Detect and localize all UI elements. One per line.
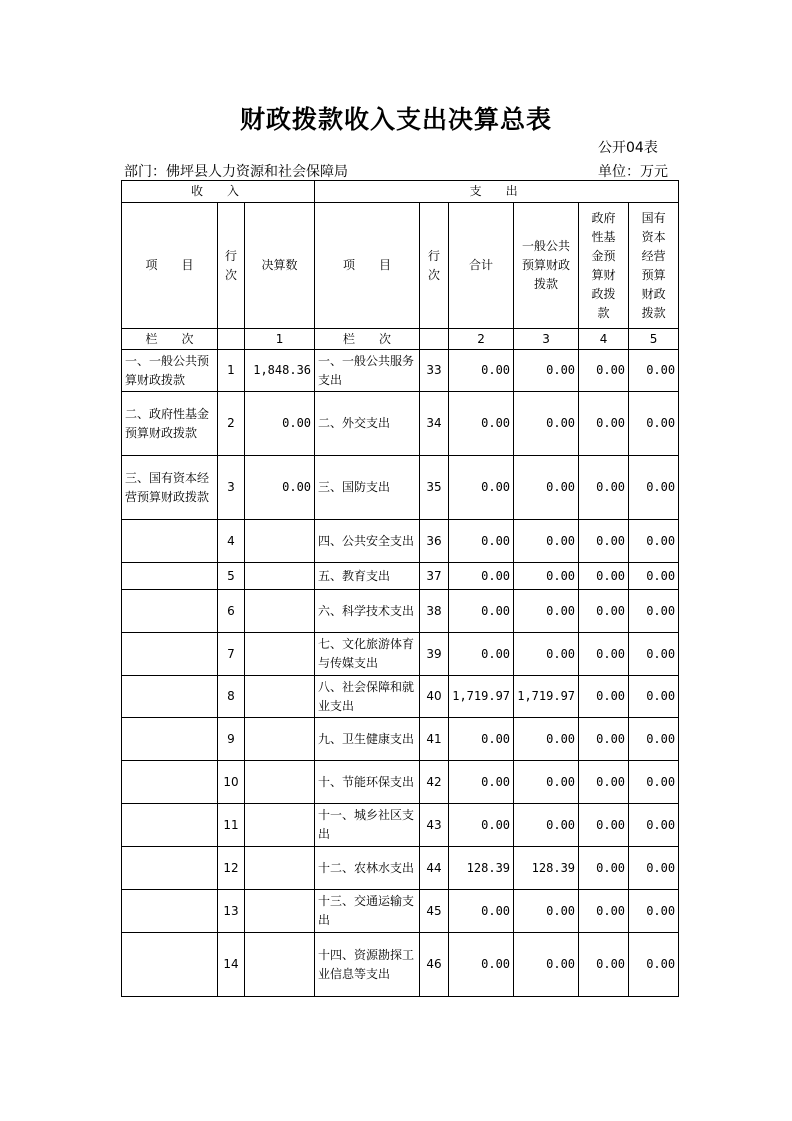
expense-line-cell: 33 [420,350,449,392]
state-capital-cell: 0.00 [629,761,679,804]
gov-fund-cell: 0.00 [579,633,629,676]
income-line-cell: 4 [218,520,245,563]
income-line-cell: 12 [218,847,245,890]
header-row-sections [122,181,679,203]
table-row [122,804,679,847]
expense-column-label: 栏 次 [315,329,420,350]
general-budget-cell: 0.00 [514,933,579,997]
state-capital-cell: 0.00 [629,590,679,633]
form-number: 公开04表 [598,140,658,156]
final-amount-header: 决算数 [245,203,315,329]
income-line-cell: 3 [218,456,245,520]
income-line-cell: 9 [218,718,245,761]
budget-table [121,180,679,997]
table-row [122,563,679,590]
income-item-cell [122,761,218,804]
general-budget-cell: 128.39 [514,847,579,890]
state-capital-cell: 0.00 [629,676,679,718]
expense-line-cell: 39 [420,633,449,676]
income-line-cell: 6 [218,590,245,633]
income-line-cell: 11 [218,804,245,847]
gov-fund-cell: 0.00 [579,392,629,456]
state-capital-cell: 0.00 [629,350,679,392]
state-capital-cell: 0.00 [629,392,679,456]
income-line-cell: 5 [218,563,245,590]
expense-line-cell: 46 [420,933,449,997]
expense-item-cell: 二、外交支出 [315,392,420,456]
header-row-column-numbers [122,329,679,350]
income-item-cell [122,718,218,761]
income-line-cell: 1 [218,350,245,392]
income-line-blank [218,329,245,350]
income-amount-cell [245,718,315,761]
total-header: 合计 [449,203,514,329]
state-capital-cell: 0.00 [629,804,679,847]
state-capital-cell: 0.00 [629,847,679,890]
general-budget-cell: 0.00 [514,520,579,563]
expense-line-cell: 45 [420,890,449,933]
income-item-cell: 二、政府性基金预算财政拨款 [122,392,218,456]
income-item-cell [122,890,218,933]
income-line-cell: 13 [218,890,245,933]
total-cell: 0.00 [449,590,514,633]
expense-item-cell: 十二、农林水支出 [315,847,420,890]
general-budget-cell: 0.00 [514,804,579,847]
gov-fund-cell: 0.00 [579,718,629,761]
state-capital-cell: 0.00 [629,890,679,933]
expense-item-cell: 十、节能环保支出 [315,761,420,804]
expense-line-cell: 37 [420,563,449,590]
expense-item-cell: 四、公共安全支出 [315,520,420,563]
general-budget-cell: 0.00 [514,718,579,761]
income-amount-cell: 1,848.36 [245,350,315,392]
col-number-4: 4 [579,329,629,350]
income-item-cell: 三、国有资本经营预算财政拨款 [122,456,218,520]
expense-line-blank [420,329,449,350]
state-capital-cell: 0.00 [629,520,679,563]
general-budget-cell: 0.00 [514,456,579,520]
expense-item-header: 项 目 [315,203,420,329]
gov-fund-cell: 0.00 [579,563,629,590]
gov-fund-cell: 0.00 [579,933,629,997]
state-capital-cell: 0.00 [629,633,679,676]
total-cell: 0.00 [449,456,514,520]
expense-line-cell: 35 [420,456,449,520]
table-row [122,350,679,392]
page-title: 财政拨款收入支出决算总表 [239,105,552,134]
total-cell: 0.00 [449,804,514,847]
expense-line-cell: 38 [420,590,449,633]
expense-line-cell: 44 [420,847,449,890]
state-capital-header: 国有资本经营预算财政拨款 [629,203,679,329]
general-budget-cell: 0.00 [514,392,579,456]
income-item-cell [122,563,218,590]
gov-fund-cell: 0.00 [579,761,629,804]
col-number-3: 3 [514,329,579,350]
gov-fund-header: 政府性基金预算财政拨款 [579,203,629,329]
expense-item-cell: 九、卫生健康支出 [315,718,420,761]
income-amount-cell: 0.00 [245,392,315,456]
total-cell: 1,719.97 [449,676,514,718]
table-row [122,847,679,890]
gov-fund-cell: 0.00 [579,520,629,563]
gov-fund-cell: 0.00 [579,804,629,847]
income-item-header: 项 目 [122,203,218,329]
general-budget-cell: 0.00 [514,563,579,590]
total-cell: 0.00 [449,933,514,997]
income-amount-cell [245,933,315,997]
total-cell: 0.00 [449,350,514,392]
income-amount-cell [245,676,315,718]
total-cell: 0.00 [449,563,514,590]
table-row [122,890,679,933]
unit-label: 单位：万元 [598,164,668,180]
general-budget-cell: 0.00 [514,590,579,633]
general-budget-cell: 0.00 [514,890,579,933]
expense-item-cell: 七、文化旅游体育与传媒支出 [315,633,420,676]
total-cell: 0.00 [449,392,514,456]
gov-fund-cell: 0.00 [579,590,629,633]
total-cell: 0.00 [449,520,514,563]
expense-line-cell: 36 [420,520,449,563]
income-item-cell [122,590,218,633]
income-amount-cell [245,633,315,676]
income-item-cell [122,804,218,847]
gov-fund-cell: 0.00 [579,890,629,933]
state-capital-cell: 0.00 [629,933,679,997]
state-capital-cell: 0.00 [629,456,679,520]
income-amount-cell [245,847,315,890]
table-row [122,590,679,633]
general-budget-cell: 0.00 [514,761,579,804]
income-line-cell: 2 [218,392,245,456]
income-header: 收 入 [122,181,315,203]
income-item-cell [122,676,218,718]
expense-line-cell: 41 [420,718,449,761]
income-amount-cell [245,761,315,804]
income-amount-cell [245,520,315,563]
income-line-cell: 8 [218,676,245,718]
department-label: 部门：佛坪县人力资源和社会保障局 [124,164,348,180]
total-cell: 128.39 [449,847,514,890]
income-line-cell: 7 [218,633,245,676]
table-row [122,456,679,520]
income-amount-cell [245,590,315,633]
header-row-columns [122,203,679,329]
table-row [122,520,679,563]
general-budget-cell: 0.00 [514,350,579,392]
expense-line-cell: 42 [420,761,449,804]
income-amount-cell [245,890,315,933]
total-cell: 0.00 [449,761,514,804]
total-cell: 0.00 [449,890,514,933]
table-row [122,718,679,761]
income-line-cell: 10 [218,761,245,804]
expense-line-cell: 43 [420,804,449,847]
income-line-header: 行次 [218,203,245,329]
income-amount-cell: 0.00 [245,456,315,520]
general-budget-cell: 0.00 [514,633,579,676]
col-number-2: 2 [449,329,514,350]
expense-item-cell: 十三、交通运输支出 [315,890,420,933]
income-item-cell [122,933,218,997]
income-column-label: 栏 次 [122,329,218,350]
expense-item-cell: 六、科学技术支出 [315,590,420,633]
state-capital-cell: 0.00 [629,718,679,761]
expense-item-cell: 三、国防支出 [315,456,420,520]
gov-fund-cell: 0.00 [579,676,629,718]
general-budget-header: 一般公共预算财政拨款 [514,203,579,329]
expense-item-cell: 五、教育支出 [315,563,420,590]
expense-header: 支 出 [315,181,679,203]
income-line-cell: 14 [218,933,245,997]
income-amount-cell [245,563,315,590]
table-row [122,392,679,456]
total-cell: 0.00 [449,633,514,676]
col-number-5: 5 [629,329,679,350]
state-capital-cell: 0.00 [629,563,679,590]
expense-item-cell: 八、社会保障和就业支出 [315,676,420,718]
gov-fund-cell: 0.00 [579,456,629,520]
gov-fund-cell: 0.00 [579,350,629,392]
income-amount-cell [245,804,315,847]
income-item-cell [122,520,218,563]
col-number-1: 1 [245,329,315,350]
expense-line-cell: 34 [420,392,449,456]
total-cell: 0.00 [449,718,514,761]
income-item-cell [122,847,218,890]
gov-fund-cell: 0.00 [579,847,629,890]
table-row [122,761,679,804]
table-row [122,633,679,676]
income-item-cell [122,633,218,676]
table-row [122,676,679,718]
expense-item-cell: 十四、资源勘探工业信息等支出 [315,933,420,997]
expense-line-header: 行次 [420,203,449,329]
table-row [122,933,679,997]
expense-line-cell: 40 [420,676,449,718]
expense-item-cell: 一、一般公共服务支出 [315,350,420,392]
income-item-cell: 一、一般公共预算财政拨款 [122,350,218,392]
expense-item-cell: 十一、城乡社区支出 [315,804,420,847]
general-budget-cell: 1,719.97 [514,676,579,718]
